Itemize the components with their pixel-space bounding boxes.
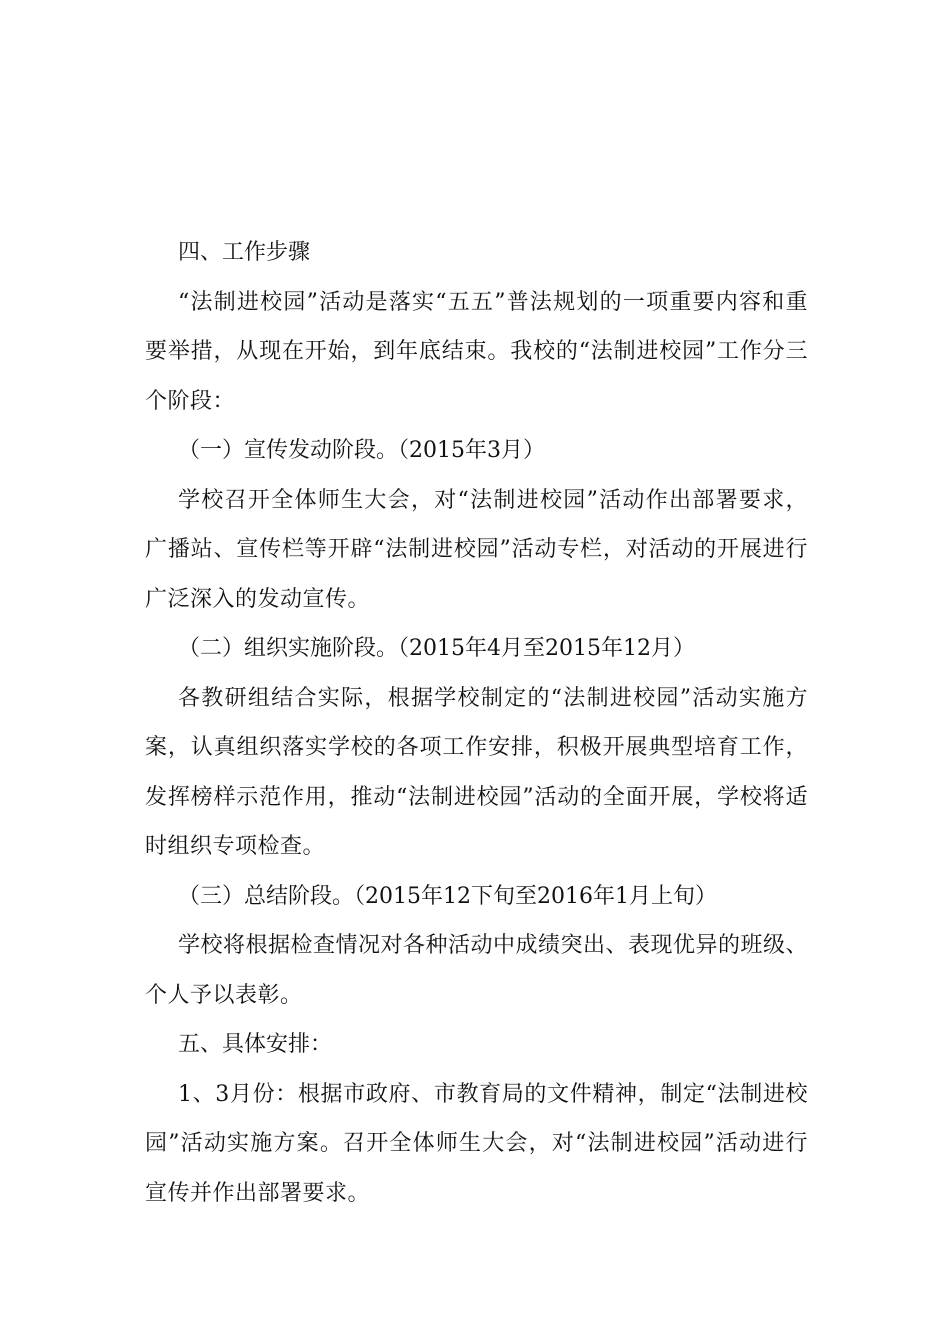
section-5-title: 五、具体安排： — [178, 1032, 333, 1057]
item-1-body: 1、3月份：根据市政府、市教育局的文件精神，制定“法制进校园”活动实施方案。召开全体师生大会，对“法制进校园”活动进行宣传并作出部署要求。 — [145, 1081, 808, 1206]
stage-2-title: （二）组织实施阶段。（2015年4月至2015年12月） — [178, 636, 695, 661]
stage-1-title: （一）宣传发动阶段。（2015年3月） — [178, 438, 545, 463]
section-4-intro: “法制进校园”活动是落实“五五”普法规划的一项重要内容和重要举措，从现在开始，到年底结束。我校的“法制进校园”工作分三个阶段： — [145, 289, 808, 414]
stage-1-body: 学校召开全体师生大会，对“法制进校园”活动作出部署要求，广播站、宣传栏等开辟“法制进校园”活动专栏，对活动的开展进行广泛深入的发动宣传。 — [145, 487, 808, 612]
section-4-title: 四、工作步骤 — [178, 240, 311, 265]
document-body — [145, 228, 808, 1218]
stage-3-title: （三）总结阶段。（2015年12下旬至2016年1月上旬） — [178, 883, 717, 909]
stage-2-body: 各教研组结合实际，根据学校制定的“法制进校园”活动实施方案，认真组织落实学校的各项工作安排，积极开展典型培育工作，发挥榜样示范作用，推动“法制进校园”活动的全面开展，学校将适时组织专项检查。 — [145, 685, 808, 859]
stage-3-body: 学校将根据检查情况对各种活动中成绩突出、表现优异的班级、个人予以表彰。 — [145, 933, 809, 1008]
